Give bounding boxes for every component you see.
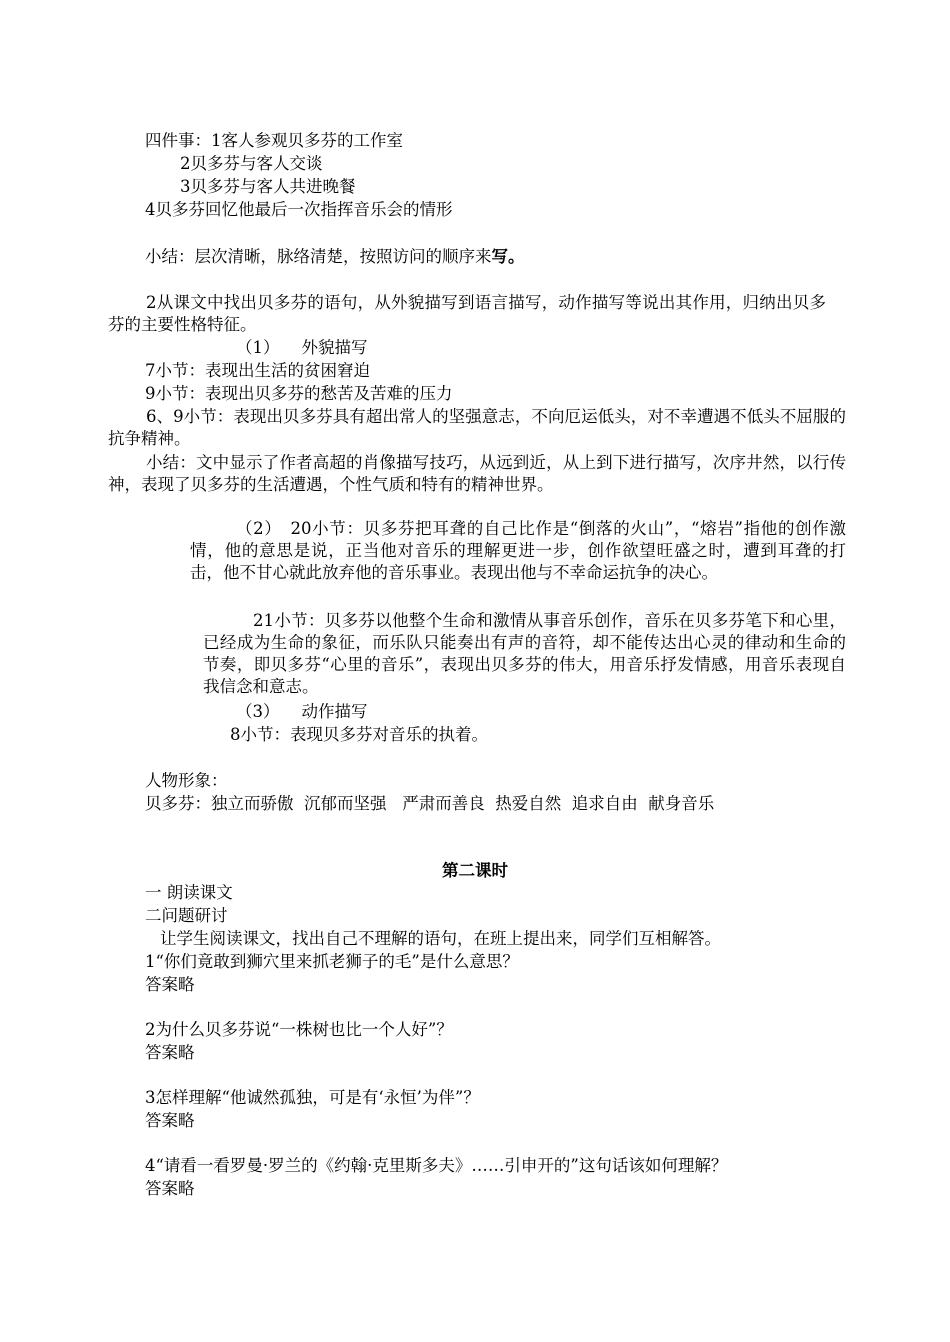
four-things-title: 四件事： xyxy=(145,131,211,150)
event-item-4: 4贝多芬回忆他最后一次指挥音乐会的情形 xyxy=(145,200,453,219)
question-2-prompt: 2从课文中找出贝多芬的语句，从外貌描写到语言描写，动作描写等说出其作用，归纳出贝多芬的主要性格特征。 xyxy=(108,293,826,334)
answer-omitted: 答案略 xyxy=(145,1043,195,1062)
section-21-note: 21小节：贝多芬以他整个生命和激情从事音乐创作，音乐在贝多芬笔下和心里，已经成为生命的象征，而乐队只能奏出有声的音符，却不能传达出心灵的律动和生命的节奏，即贝多芬“心里的音乐”，表现出贝多芬的伟大，用音乐抒发情感，用音乐表现自我信念和意志。 xyxy=(203,611,846,696)
lesson-2-title: 第二课时 xyxy=(442,861,508,880)
summary-structure-text: 小结：层次清晰，脉络清楚，按照访问的顺序来 xyxy=(145,247,492,266)
section-9-note: 9小节：表现出贝多芬的愁苦及苦难的压力 xyxy=(145,384,453,403)
section-8-note: 8小节：表现贝多芬对音乐的执着。 xyxy=(230,725,488,744)
question-item: 4“请看一看罗曼·罗兰的《约翰·克里斯多夫》……引申开的”这句话该如何理解？ xyxy=(145,1156,728,1175)
answer-omitted: 答案略 xyxy=(145,1111,195,1130)
event-item-1: 1客人参观贝多芬的工作室 xyxy=(211,131,403,150)
question-item: 2为什么贝多芬说“一株树也比一个人好”？ xyxy=(145,1020,453,1039)
subheading-action-num: （3） xyxy=(236,702,280,721)
four-things-line xyxy=(145,130,403,152)
subheading-language-section-20: （2） 20小节：贝多芬把耳聋的自己比作是“倒落的火山”，“熔岩”指他的创作激情，他的意思是说，正当他对音乐的理解更进一步，创作欲望旺盛之时，遭到耳聋的打击，他不甘心就此放弃他的音乐事业。表现出他与不幸命运抗争的决心。 xyxy=(190,519,846,582)
event-item-3: 3贝多芬与客人共进晚餐 xyxy=(180,177,356,196)
discussion-intro: 让学生阅读课文，找出自己不理解的语句，在班上提出来，同学们互相解答。 xyxy=(160,929,721,948)
section-6-9-note: 6、9小节：表现出贝多芬具有超出常人的坚强意志，不向厄运低头，对不幸遭遇不低头不屈服的抗争精神。 xyxy=(108,407,846,448)
summary-portrait: 小结：文中显示了作者高超的肖像描写技巧，从远到近，从上到下进行描写，次序井然，以行传神，表现了贝多芬的生活遭遇，个性气质和特有的精神世界。 xyxy=(108,453,846,494)
subheading-appearance-num: （1） xyxy=(236,338,280,357)
subheading-action xyxy=(236,701,368,723)
subheading-appearance-label: 外貌描写 xyxy=(301,338,368,357)
step-read-aloud: 一 朗读课文 xyxy=(145,883,233,902)
section-7-note: 7小节：表现出生活的贫困窘迫 xyxy=(145,361,370,380)
character-traits: 贝多芬：独立而骄傲 沉郁而坚强 严肃而善良 热爱自然 追求自由 献身音乐 xyxy=(145,794,715,813)
subheading-action-label: 动作描写 xyxy=(301,702,368,721)
answer-omitted: 答案略 xyxy=(145,1179,195,1198)
summary-structure xyxy=(145,246,525,268)
answer-omitted: 答案略 xyxy=(145,975,195,994)
summary-structure-bold: 写。 xyxy=(491,247,525,266)
step-discussion: 二问题研讨 xyxy=(145,906,228,925)
character-title: 人物形象： xyxy=(145,771,228,790)
subheading-appearance xyxy=(236,337,368,359)
question-item: 1“你们竟敢到狮穴里来抓老狮子的毛”是什么意思？ xyxy=(145,952,519,971)
event-item-2: 2贝多芬与客人交谈 xyxy=(180,154,323,173)
question-item: 3怎样理解“他诚然孤独，可是有‘永恒’为伴”？ xyxy=(145,1088,480,1107)
